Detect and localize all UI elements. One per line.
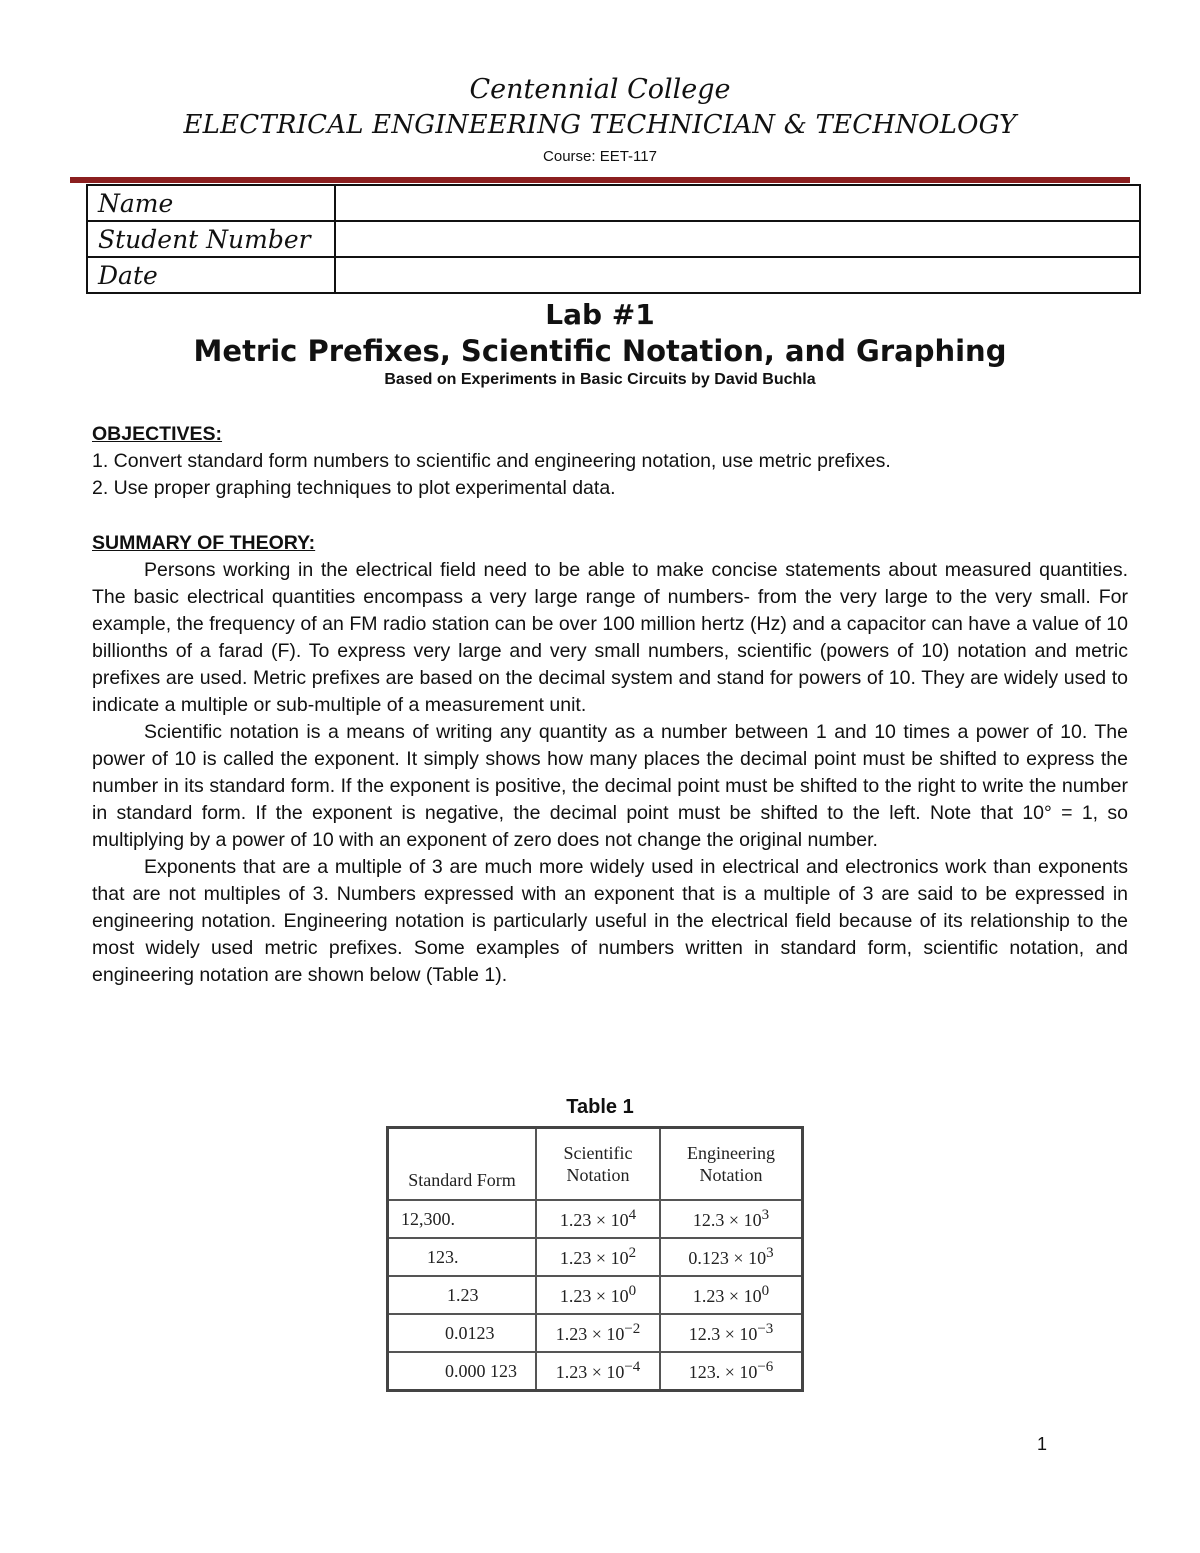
college-name: Centennial College	[469, 74, 731, 105]
engineering-base: 0.123 × 10	[688, 1248, 767, 1268]
scientific-exponent: 2	[628, 1245, 637, 1261]
scientific-base: 1.23 × 10	[559, 1210, 629, 1230]
engineering-base: 12.3 × 10	[688, 1324, 758, 1344]
info-row-date	[87, 257, 1140, 293]
objective-item: 2. Use proper graphing techniques to plot experimental data.	[92, 477, 616, 499]
course-code: Course: EET-117	[543, 148, 657, 165]
lab-title: Lab #1	[545, 298, 655, 331]
scientific-exponent: −2	[624, 1321, 641, 1337]
student-info-table	[86, 184, 1141, 294]
engineering-exponent: 3	[761, 1207, 770, 1223]
engineering-exponent: 0	[761, 1283, 770, 1299]
summary-paragraph: Exponents that are a multiple of 3 are much more widely used in electrical and electronics work than exponents that are not multiples of 3. Numbers expressed with an exponent that is a multiple of 3 are said to be expressed in engineering notation. Engineering notation is particularly useful in the electrical field because of its relationship to the most widely used metric prefixes. Some examples of numbers written in standard form, scientific notation, and engineering notation are shown below (Table 1).	[92, 856, 1128, 986]
student-number-label: Student Number	[87, 221, 335, 257]
engineering-exponent: −6	[757, 1359, 774, 1375]
standard-form-cell: 12,300.	[388, 1200, 537, 1238]
col-standard-form: Standard Form	[388, 1128, 537, 1201]
col-scientific-notation: Scientific Notation	[536, 1128, 660, 1201]
table1-title: Table 1	[566, 1096, 634, 1118]
engineering-exponent: −3	[757, 1321, 774, 1337]
lab-subject: Metric Prefixes, Scientific Notation, and Graphing	[193, 334, 1007, 368]
engineering-base: 123. × 10	[688, 1362, 758, 1382]
engineering-cell	[660, 1200, 803, 1238]
summary-paragraph: Persons working in the electrical field need to be able to make concise statements about measured quantities. The basic electrical quantities encompass a very large range of numbers- from the very large to the very small. For example, the frequency of an FM radio station can be over 100 million hertz (Hz) and a capacitor can have a value of 10 billionths of a farad (F). To express very large and very small numbers, scientific (powers of 10) notation and metric prefixes are used. Metric prefixes are based on the decimal system and stand for powers of 10. They are widely used to indicate a multiple or sub-multiple of a measurement unit.	[92, 559, 1128, 716]
standard-form-cell: 1.23	[388, 1276, 537, 1314]
based-on-note: Based on Experiments in Basic Circuits by David Buchla	[384, 371, 816, 388]
engineering-cell	[660, 1276, 803, 1314]
standard-form-cell: 0.0123	[388, 1314, 537, 1352]
col-engineering-notation: Engineering Notation	[660, 1128, 803, 1201]
engineering-cell	[660, 1314, 803, 1352]
table-header-row	[388, 1128, 803, 1201]
scientific-base: 1.23 × 10	[555, 1362, 625, 1382]
scientific-base: 1.23 × 10	[559, 1286, 629, 1306]
engineering-base: 12.3 × 10	[692, 1210, 762, 1230]
engineering-base: 1.23 × 10	[692, 1286, 762, 1306]
student-number-field[interactable]	[335, 221, 1140, 257]
scientific-cell	[536, 1314, 660, 1352]
scientific-exponent: −4	[624, 1359, 641, 1375]
summary-paragraph: Scientific notation is a means of writing any quantity as a number between 1 and 10 times a power of 10. The power of 10 is called the exponent. It simply shows how many places the decimal point must be shifted to express the number in its standard form. If the exponent is positive, the decimal point must be shifted to the right to write the number in standard form. If the exponent is negative, the decimal point must be shifted to the left. Note that 10° = 1, so multiplying by a power of 10 with an exponent of zero does not change the original number.	[92, 721, 1128, 851]
table-row	[388, 1200, 803, 1238]
scientific-cell	[536, 1276, 660, 1314]
scientific-cell	[536, 1238, 660, 1276]
scientific-base: 1.23 × 10	[555, 1324, 625, 1344]
table-row	[388, 1352, 803, 1391]
summary-heading: SUMMARY OF THEORY:	[92, 532, 316, 554]
scientific-exponent: 0	[628, 1283, 637, 1299]
name-label: Name	[87, 185, 335, 221]
table-row	[388, 1314, 803, 1352]
scientific-base: 1.23 × 10	[559, 1248, 629, 1268]
engineering-cell	[660, 1352, 803, 1391]
summary-section	[92, 530, 1128, 989]
objectives-section	[92, 421, 1128, 502]
engineering-exponent: 3	[766, 1245, 774, 1261]
objective-item: 1. Convert standard form numbers to scientific and engineering notation, use metric prefixes.	[92, 450, 891, 472]
table-row	[388, 1238, 803, 1276]
name-field[interactable]	[335, 185, 1140, 221]
info-row-name	[87, 185, 1140, 221]
date-field[interactable]	[335, 257, 1140, 293]
scientific-cell	[536, 1200, 660, 1238]
table-row	[388, 1276, 803, 1314]
standard-form-cell: 123.	[388, 1238, 537, 1276]
scientific-exponent: 4	[628, 1207, 637, 1223]
engineering-cell	[660, 1238, 803, 1276]
info-row-student-number	[87, 221, 1140, 257]
standard-form-cell: 0.000 123	[388, 1352, 537, 1391]
page-number: 1	[1037, 1434, 1048, 1454]
program-name: ELECTRICAL ENGINEERING TECHNICIAN & TECHNOLOGY	[183, 110, 1017, 140]
date-label: Date	[87, 257, 335, 293]
objectives-heading: OBJECTIVES:	[92, 423, 223, 445]
notation-table	[386, 1126, 804, 1392]
header-divider	[70, 177, 1130, 183]
scientific-cell	[536, 1352, 660, 1391]
